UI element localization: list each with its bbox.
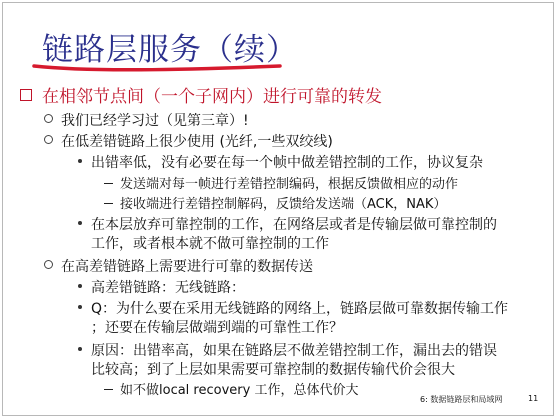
item-text: 原因：出错率高，如果在链路层不做差错控制工作，漏出去的错误 (91, 343, 497, 359)
item-text: 在高差错链路上需要进行可靠的数据传送 (61, 259, 313, 275)
page-number: 11 (528, 394, 539, 403)
list-item-continuation: 比较高；到了上层如果需要可靠控制的数据传输代价会很大 (91, 362, 455, 378)
circle-bullet-icon (44, 114, 53, 123)
list-item (104, 173, 458, 192)
list-item (104, 379, 358, 398)
item-text: Q：为什么要在采用无线链路的网络上，链路层做可靠数据传输工作 (91, 301, 509, 317)
dot-bullet-icon (78, 347, 82, 351)
list-item (78, 340, 497, 360)
list-item (44, 110, 249, 130)
list-item (78, 298, 508, 318)
item-text: 在本层放弃可靠控制的工作，在网络层或者是传输层做可靠控制的 (91, 217, 497, 233)
item-text: 发送端对每一帧进行差错控制编码，根据反馈做相应的动作 (120, 177, 459, 192)
list-item (44, 131, 333, 151)
item-text: 如不做local recovery 工作，总体代价大 (120, 383, 359, 398)
dot-bullet-icon (78, 305, 82, 309)
circle-bullet-icon (44, 260, 53, 269)
item-text: 高差错链路：无线链路： (91, 280, 245, 296)
item-text: 出错率低，没有必要在每一个帧中做差错控制的工作，协议复杂 (91, 155, 483, 171)
slide-footer: 6: 数据链路层和局域网 (420, 395, 503, 404)
dash-bullet-icon (104, 203, 113, 204)
title-underline (30, 58, 290, 76)
list-item (44, 256, 313, 276)
list-item (78, 152, 483, 172)
dot-bullet-icon (78, 221, 82, 225)
dash-bullet-icon (104, 389, 113, 390)
square-bullet-icon (20, 89, 32, 101)
dash-bullet-icon (104, 183, 113, 184)
list-item-continuation: 工作，或者根本就不做可靠控制的工作 (91, 236, 329, 252)
dot-bullet-icon (78, 159, 82, 163)
main-bullet-text: 在相邻节点间（一个子网内）进行可靠的转发 (42, 87, 382, 107)
circle-bullet-icon (44, 135, 53, 144)
list-item (78, 277, 245, 297)
dot-bullet-icon (78, 284, 82, 288)
slide-title: 链路层服务（续） (42, 32, 298, 68)
item-text: 我们已经学习过（见第三章）! (61, 113, 249, 129)
list-item (78, 214, 497, 234)
item-text: 接收端进行差错控制解码，反馈给发送端（ACK，NAK） (120, 197, 447, 212)
main-bullet (20, 82, 550, 107)
item-text: 在低差错链路上很少使用 (光纤,一些双绞线) (61, 134, 333, 150)
list-item (104, 193, 446, 212)
list-item-continuation: ；还要在传输层做端到端的可靠性工作？ (91, 320, 343, 336)
